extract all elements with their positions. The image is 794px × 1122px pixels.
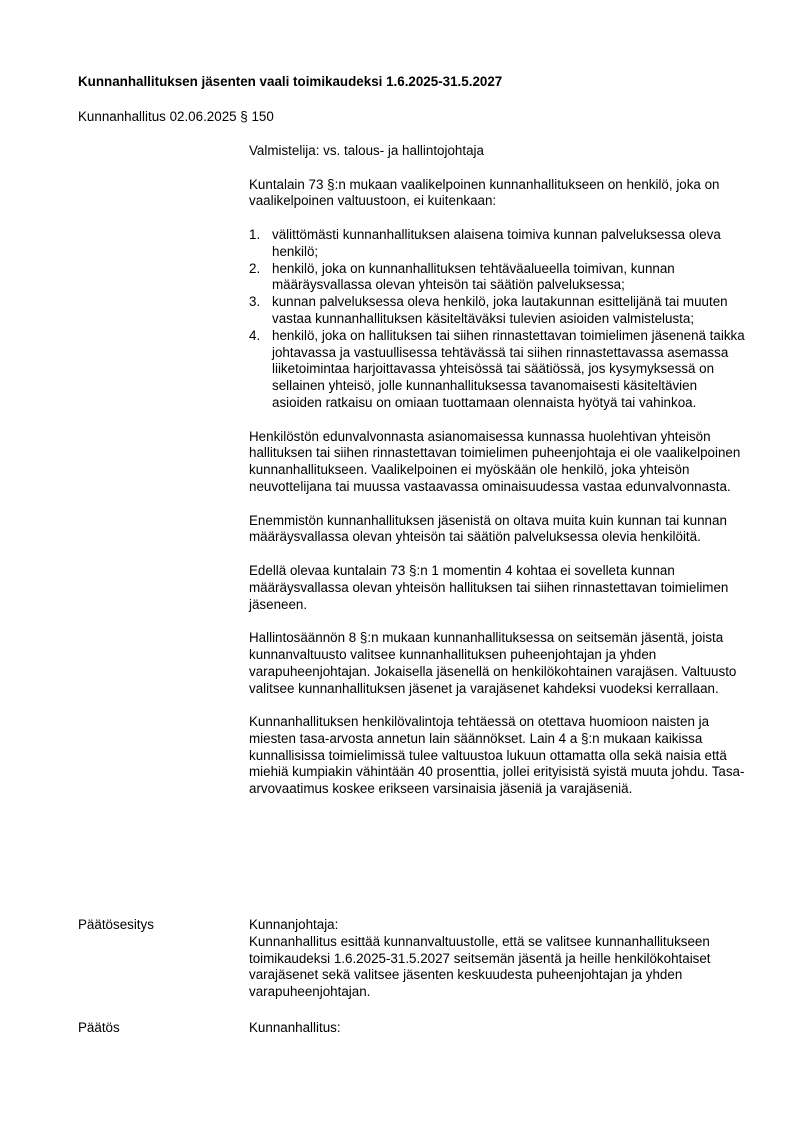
list-item [249, 261, 745, 295]
eligibility-intro: Kuntalain 73 §:n mukaan vaalikelpoinen kunnanhallitukseen on henkilö, joka on vaalikelpoinen valtuustoon, ei kuitenkaan: [249, 176, 720, 209]
paragraph-exception: Edellä olevaa kuntalain 73 §:n 1 momentin 4 kohtaa ei sovelleta kunnan määräysvallassa olevan yhteisön hallituksen tai siihen rinnastettavan toimielimen jäseneen. [249, 562, 729, 612]
list-item [249, 328, 745, 412]
proposal-section [249, 917, 745, 1001]
proposal-label: Päätösesitys [78, 917, 154, 932]
page-title: Kunnanhallituksen jäsenten vaali toimikaudeksi 1.6.2025-31.5.2027 [78, 74, 503, 89]
preparation-section [249, 143, 745, 815]
list-item-number: 3. [249, 294, 261, 310]
list-item-number: 1. [249, 226, 261, 242]
decision-body: Kunnanhallitus: [249, 1020, 341, 1035]
list-item-number: 2. [249, 260, 261, 276]
proposal-presenter: Kunnanjohtaja: [249, 917, 339, 932]
list-item-text: henkilö, joka on hallituksen tai siihen rinnastettavan toimielimen jäsenenä taikka johtavassa ja vastuullisessa tehtävässä tai siihen rinnastettavassa asemassa liiketoimintaa harjoittavassa yhteisössä tai säätiössä, jos kysymyksessä on sellainen yhteisö, jolle kunnanhallituksessa tavanomaisesti käsiteltävien asioiden ratkaisu on omiaan tuottamaan olennaista hyötyä tai vahinkoa. [272, 327, 745, 410]
eligibility-criteria-list [249, 227, 745, 412]
preparer-line: Valmistelija: vs. talous- ja hallintojohtaja [249, 143, 484, 158]
list-item [249, 227, 745, 261]
paragraph-board-size: Hallintosäännön 8 §:n mukaan kunnanhallituksessa on seitsemän jäsentä, joista kunnanvaltuusto valitsee kunnanhallituksen puheenjohtajan ja yhden varapuheenjohtajan. Jokaisella jäsenellä on henkilökohtainen varajäsen. Valtuusto valitsee kunnanhallituksen jäsenet ja varajäsenet kahdeksi vuodeksi kerrallaan. [249, 630, 737, 696]
list-item-text: välittömästi kunnanhallituksen alaisena toimiva kunnan palveluksessa oleva henkilö; [272, 226, 721, 259]
paragraph-union-chair: Henkilöstön edunvalvonnasta asianomaisessa kunnassa huolehtivan yhteisön hallituksen tai siihen rinnastettavan toimielimen puheenjohtaja ei ole vaalikelpoinen kunnanhallitukseen. Vaalikelpoinen ei myöskään ole henkilö, joka yhteisön neuvottelijana tai muussa vastaavassa ominaisuudessa vastaa edunvalvonnasta. [249, 428, 741, 494]
paragraph-majority-rule: Enemmistön kunnanhallituksen jäsenistä on oltava muita kuin kunnan tai kunnan määräysvallassa olevan yhteisön tai säätiön palveluksessa olevia henkilöitä. [249, 512, 727, 545]
meeting-reference: Kunnanhallitus 02.06.2025 § 150 [78, 109, 274, 124]
proposal-text: Kunnanhallitus esittää kunnanvaltuustolle, että se valitsee kunnanhallitukseen toimikaudeksi 1.6.2025-31.5.2027 seitsemän jäsentä ja heille henkilökohtaiset varajäsenet sekä valitsee jäsenten keskuudesta puheenjohtajan ja yhden varapuheenjohtajan. [249, 933, 711, 1000]
list-item-number: 4. [249, 327, 261, 343]
paragraph-equality: Kunnanhallituksen henkilövalintoja tehtäessä on otettava huomioon naisten ja miesten tasa-arvosta annetun lain säännökset. Lain 4 a §:n mukaan kaikissa kunnallisissa toimielimissä tulee valtuustoa lukuun ottamatta olla sekä naisia että miehiä kumpiakin vähintään 40 prosenttia, jollei erityisistä syistä muuta johdu. Tasa-arvovaatimus koskee erikseen varsinaisia jäseniä ja varajäseniä. [249, 714, 745, 797]
list-item-text: henkilö, joka on kunnanhallituksen tehtäväalueella toimivan, kunnan määräysvallassa olevan yhteisön tai säätiön palveluksessa; [272, 260, 675, 293]
list-item-text: kunnan palveluksessa oleva henkilö, joka lautakunnan esittelijänä tai muuten vastaa kunnanhallituksen käsiteltäväksi tulevien asioiden valmistelusta; [272, 294, 728, 326]
list-item [249, 294, 745, 328]
decision-label: Päätös [78, 1020, 120, 1035]
